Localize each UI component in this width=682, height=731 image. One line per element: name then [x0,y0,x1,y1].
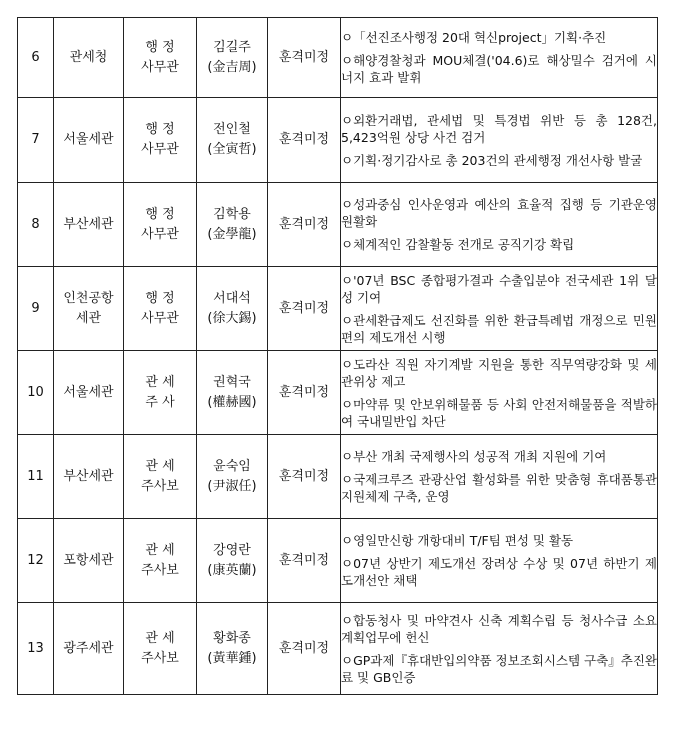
name-korean: 윤숙임 [213,458,251,474]
achievement-item: ㅇ부산 개최 국제행사의 성공적 개최 지원에 기여 [341,449,607,464]
achievement-item: ㅇ성과중심 인사운영과 예산의 효율적 집행 등 기관운영 원활화 [341,197,657,229]
name-hanja: (金吉周) [207,59,257,75]
achievement-item: ㅇ기획·정기감사로 총 203건의 관세행정 개선사항 발굴 [341,152,643,168]
row-number: 13 [18,603,54,695]
achievements [341,603,658,695]
achievement-item: ㅇ영일만신항 개항대비 T/F팀 편성 및 활동 [341,533,574,548]
achievement-item: ㅇ관세환급제도 선진화를 위한 환급특례법 개정으로 민원편의 제도개선 시행 [341,312,657,345]
rank-line: 관 세 [145,458,175,474]
table-row [18,351,658,435]
rank-line: 주사보 [141,650,179,666]
row-number: 9 [18,267,54,351]
rank [124,18,197,98]
organization-line: 광주세관 [63,640,114,656]
achievements [341,435,658,519]
rank-line: 행 정 [145,122,175,137]
organization [54,267,124,351]
person-name [197,603,268,695]
row-number: 11 [18,435,54,519]
rank-line: 주 사 [145,394,175,410]
name-korean: 김학용 [213,206,251,222]
award-status: 훈격미정 [268,351,341,435]
rank [124,603,197,695]
organization [54,18,124,98]
person-name [197,351,268,435]
table-row [18,98,658,183]
table-row [18,183,658,267]
rank-line: 사무관 [141,142,179,157]
name-korean: 권혁국 [213,374,251,390]
name-hanja: (尹淑任) [207,478,257,494]
organization [54,435,124,519]
rank-line: 관 세 [145,542,175,558]
name-hanja: (金學龍) [207,226,257,242]
person-name [197,267,268,351]
rank [124,267,197,351]
row-number: 8 [18,183,54,267]
rank-line: 행 정 [145,290,175,306]
award-status: 훈격미정 [268,18,341,98]
rank-line: 관 세 [145,630,175,646]
organization [54,351,124,435]
achievement-item: ㅇ07년 상반기 제도개선 장려상 수상 및 07년 하반기 제도개선안 채택 [341,556,657,588]
achievement-item: ㅇ'07년 BSC 종합평가결과 수출입분야 전국세관 1위 달성 기여 [341,272,657,305]
rank-line: 사무관 [141,59,179,75]
rank [124,351,197,435]
rank-line: 행 정 [145,206,175,222]
person-name [197,519,268,603]
achievement-item: ㅇ마약류 및 안보위해물품 등 사회 안전저해물품을 적발하여 국내밀반입 차단 [341,396,657,429]
name-korean: 강영란 [213,542,251,558]
award-nominee-table [17,17,658,695]
rank-line: 사무관 [141,226,179,242]
row-number: 6 [18,18,54,98]
name-hanja: (全寅哲) [207,142,257,157]
table-row [18,18,658,98]
achievement-item: ㅇ체계적인 감찰활동 전개로 공직기강 확립 [341,237,575,252]
rank-line: 주사보 [141,478,179,494]
organization-line: 부산세관 [63,216,114,232]
achievements [341,267,658,351]
row-number: 12 [18,519,54,603]
organization-line: 포항세관 [63,552,114,568]
achievement-item: ㅇ합동청사 및 마약견사 신축 계획수립 등 청사수급 소요계획업무에 헌신 [341,612,657,645]
rank [124,98,197,183]
rank [124,183,197,267]
award-status: 훈격미정 [268,183,341,267]
achievements [341,183,658,267]
award-status: 훈격미정 [268,435,341,519]
achievement-item: ㅇ「선진조사행정 20대 혁신project」기획·추진 [341,30,607,45]
achievement-item: ㅇ국제크루즈 관광산업 활성화를 위한 맞춤형 휴대품통관지원체제 구축, 운영 [341,472,657,504]
table-row [18,267,658,351]
organization-line: 관세청 [69,49,108,65]
table-row [18,603,658,695]
achievements [341,351,658,435]
name-hanja: (康英蘭) [207,562,257,578]
person-name [197,18,268,98]
row-number: 10 [18,351,54,435]
organization-line: 인천공항 [63,290,114,306]
achievement-item: ㅇGP과제『휴대반입의약품 정보조회시스템 구축』추진완료 및 GB인증 [341,652,657,685]
achievements [341,519,658,603]
organization [54,519,124,603]
award-status: 훈격미정 [268,267,341,351]
rank-line: 주사보 [141,562,179,578]
rank [124,519,197,603]
table-row [18,435,658,519]
table-row [18,519,658,603]
organization-line: 세관 [75,310,102,326]
name-korean: 황화종 [213,630,251,646]
organization [54,183,124,267]
person-name [197,435,268,519]
person-name [197,98,268,183]
organization-line: 부산세관 [63,468,114,484]
award-status: 훈격미정 [268,519,341,603]
achievements [341,18,658,98]
organization [54,98,124,183]
name-korean: 전인철 [213,122,251,137]
achievements [341,98,658,183]
organization-line: 서울세관 [63,132,114,147]
rank-line: 행 정 [145,39,175,55]
rank-line: 관 세 [145,374,175,390]
award-status: 훈격미정 [268,603,341,695]
rank [124,435,197,519]
name-korean: 서대석 [213,290,251,306]
name-hanja: (權赫國) [207,394,257,410]
achievement-item: ㅇ외환거래법, 관세법 및 특경법 위반 등 총 128건, 5,423억원 상당 사건 검거 [341,112,657,145]
row-number: 7 [18,98,54,183]
rank-line: 사무관 [141,310,179,326]
organization [54,603,124,695]
name-hanja: (徐大錫) [207,310,257,326]
achievement-item: ㅇ해양경찰청과 MOU체결('04.6)로 해상밀수 검거에 시너지 효과 발휘 [341,53,657,85]
organization-line: 서울세관 [63,384,114,400]
name-hanja: (黃華鍾) [207,650,257,666]
award-status: 훈격미정 [268,98,341,183]
person-name [197,183,268,267]
achievement-item: ㅇ도라산 직원 자기계발 지원을 통한 직무역량강화 및 세관위상 제고 [341,356,657,389]
name-korean: 김길주 [213,39,251,55]
